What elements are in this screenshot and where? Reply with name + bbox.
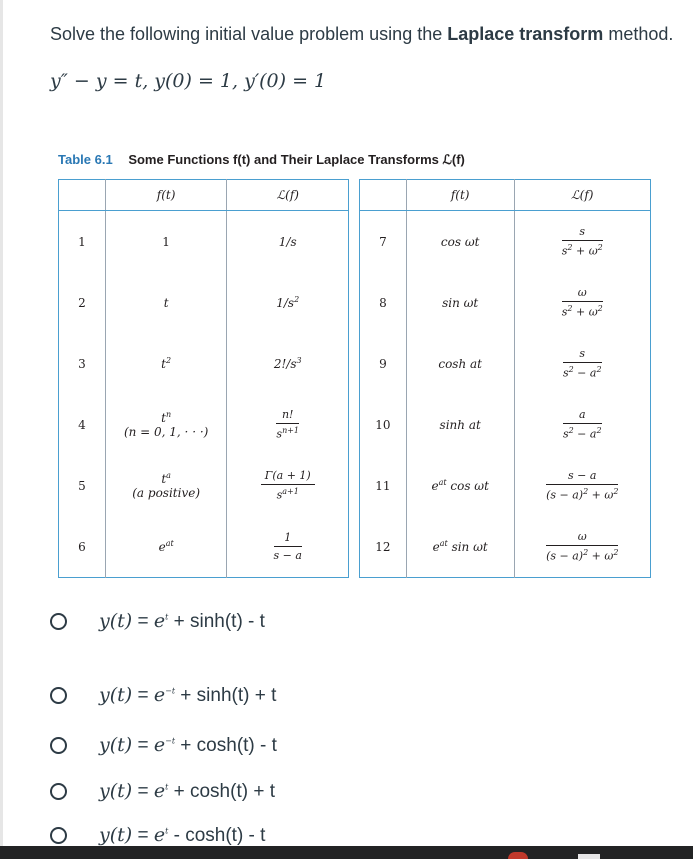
- question-text: [50, 24, 673, 45]
- col-f: f(t): [406, 180, 514, 211]
- row-index: 1: [78, 234, 86, 249]
- row-index: 8: [379, 295, 387, 310]
- row-index: 11: [375, 478, 391, 493]
- row-L: $\frac{s}{s^2 - a^2}$: [514, 333, 651, 394]
- row-L: $\frac{s}{s^2 + \omega^2}$: [514, 211, 651, 273]
- answer-option-2[interactable]: [50, 684, 276, 707]
- row-L: 1/s: [227, 211, 349, 273]
- answer-option-1[interactable]: [50, 610, 265, 633]
- answer-option-4[interactable]: [50, 780, 275, 803]
- row-L: $\frac{\omega}{s^2 + \omega^2}$: [514, 272, 651, 333]
- table-row: [59, 272, 349, 333]
- table-row: [360, 394, 651, 455]
- row-index: 3: [78, 356, 86, 371]
- row-index: 6: [78, 539, 86, 554]
- radio-button[interactable]: [50, 737, 67, 754]
- row-L: $\frac{\omega}{(s - a)^2 + \omega^2}$: [514, 516, 651, 578]
- row-f: sinh at: [406, 394, 514, 455]
- row-f: $e^{at}$ cos ωt: [406, 455, 514, 516]
- row-L: $2!/s^3$: [227, 333, 349, 394]
- table-row: [59, 516, 349, 578]
- row-f: t: [105, 272, 227, 333]
- table-row: [360, 455, 651, 516]
- row-index: 10: [375, 417, 391, 432]
- table-row: [360, 516, 651, 578]
- ivp-equation: y″ − y = t, y(0) = 1, y′(0) = 1: [50, 70, 327, 92]
- taskbar-app-icon[interactable]: [508, 852, 528, 859]
- col-L: ℒ(f): [227, 180, 349, 211]
- question-bold: Laplace transform: [447, 24, 604, 44]
- row-f: cosh at: [406, 333, 514, 394]
- row-L: $\frac{\Gamma(a + 1)}{s^{a+1}}$: [227, 455, 349, 516]
- table-title: Some Functions f(t) and Their Laplace Transforms ℒ(f): [128, 152, 465, 167]
- radio-button[interactable]: [50, 827, 67, 844]
- row-L: $\frac{1}{s - a}$: [227, 516, 349, 578]
- option-text: $y(t) = e^t - \cosh(t) - t$: [99, 824, 266, 846]
- table-label: Table 6.1: [58, 152, 113, 167]
- col-f: f(t): [105, 180, 227, 211]
- taskbar-app-icon[interactable]: [578, 854, 600, 859]
- row-f: $t^a$ (a positive): [105, 455, 227, 516]
- row-index: 7: [379, 234, 387, 249]
- row-f: $t^2$: [105, 333, 227, 394]
- table-caption: [58, 152, 465, 168]
- row-L: $\frac{n!}{s^{n+1}}$: [227, 394, 349, 455]
- row-L: $\frac{a}{s^2 - a^2}$: [514, 394, 651, 455]
- row-f: $t^n$ (n = 0, 1, · · ·): [105, 394, 227, 455]
- row-f: sin ωt: [406, 272, 514, 333]
- col-L: ℒ(f): [514, 180, 651, 211]
- row-L: $\frac{s - a}{(s - a)^2 + \omega^2}$: [514, 455, 651, 516]
- row-index: 9: [379, 356, 387, 371]
- row-f: $e^{at}$: [105, 516, 227, 578]
- question-prefix: Solve the following initial value problem using the: [50, 24, 443, 44]
- row-index: 5: [78, 478, 86, 493]
- question-suffix: method.: [608, 24, 674, 44]
- table-row: [360, 211, 651, 273]
- answer-option-5[interactable]: [50, 824, 265, 847]
- option-text: $y(t) = e^{-t} + \cosh(t) - t$: [99, 734, 277, 756]
- row-index: 2: [78, 295, 86, 310]
- laplace-table-left: [58, 179, 349, 578]
- radio-button[interactable]: [50, 783, 67, 800]
- row-index: 4: [78, 417, 86, 432]
- table-row: [360, 272, 651, 333]
- radio-button[interactable]: [50, 613, 67, 630]
- col-index: [59, 180, 106, 211]
- table-row: [59, 394, 349, 455]
- col-index: [360, 180, 407, 211]
- table-row: [59, 455, 349, 516]
- radio-button[interactable]: [50, 687, 67, 704]
- row-index: 12: [375, 539, 391, 554]
- table-row: [360, 333, 651, 394]
- row-L: $1/s^2$: [227, 272, 349, 333]
- row-f: $e^{at}$ sin ωt: [406, 516, 514, 578]
- option-text: $y(t) = e^t + \cosh(t) + t$: [99, 780, 275, 802]
- option-text: $y(t) = e^{-t} + \sinh(t) + t$: [99, 684, 277, 706]
- table-row: [59, 211, 349, 273]
- page-left-border: [0, 0, 3, 859]
- table-row: [59, 333, 349, 394]
- laplace-table-right: [359, 179, 651, 578]
- option-text: $y(t) = e^t + \sinh(t) - t$: [99, 610, 265, 632]
- row-f: cos ωt: [406, 211, 514, 273]
- answer-option-3[interactable]: [50, 734, 277, 757]
- row-f: 1: [105, 211, 227, 273]
